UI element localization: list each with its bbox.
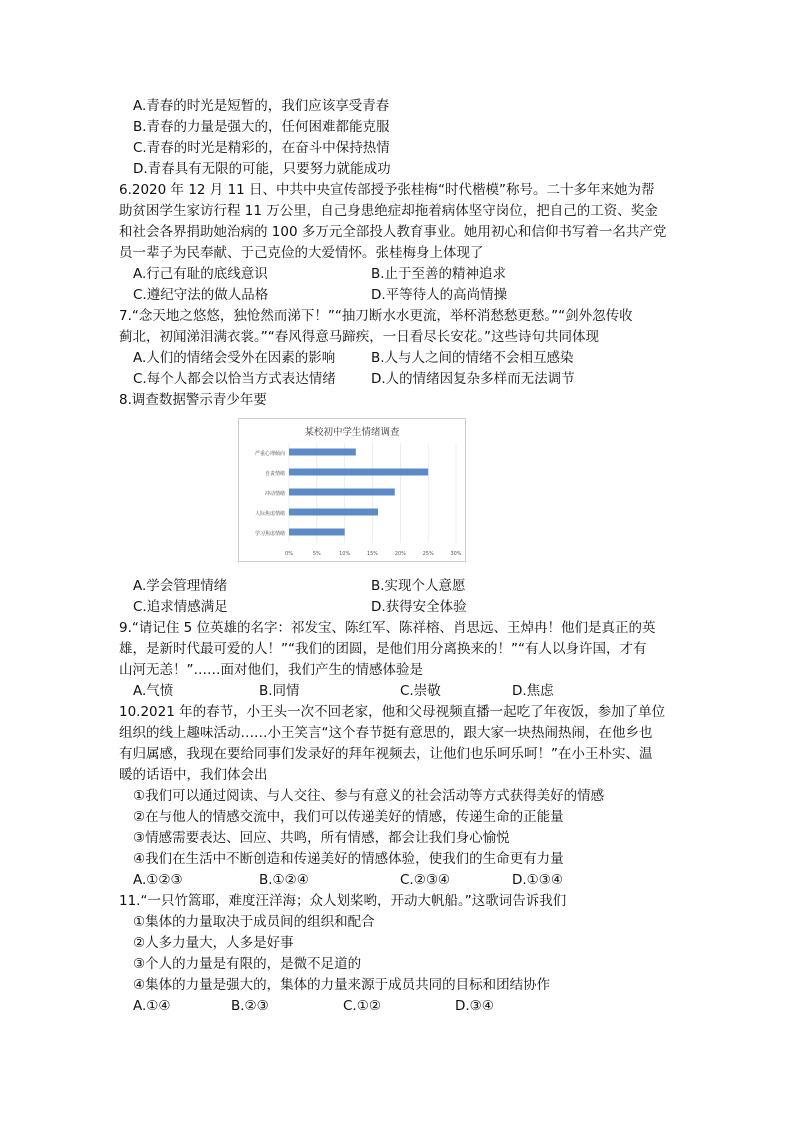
q10-option-a: A.①②③	[133, 872, 183, 888]
q6-stem-line: 助贫困学生家访行程 11 万公里，自己身患绝症却拖着病体坚守岗位，把自己的工资、奖金	[119, 203, 658, 219]
q10-statement-2: ②在与他人的情感交流中，我们可以传递美好的情感，传递生命的正能量	[133, 809, 564, 825]
q10-stem-line: 暖的话语中，我们体会出	[119, 767, 268, 783]
x-tick-label: 15%	[366, 551, 379, 557]
q10-statement-4: ④我们在生活中不断创造和传递美好的情感体验，使我们的生命更有力量	[133, 851, 564, 867]
q11-option-a: A.①④	[133, 998, 171, 1014]
q6-option-a: A.行己有耻的底线意识	[133, 266, 268, 282]
category-label: 冲动情绪	[264, 491, 285, 497]
x-tick-label: 20%	[394, 551, 406, 557]
q11-stem-line: 11.“一只竹篙耶，难度汪洋海；众人划桨哟，开动大帆船。”这歌词告诉我们	[119, 893, 567, 909]
q9-option-a: A.气愤	[133, 683, 174, 699]
q11-option-b: B.②③	[231, 998, 269, 1014]
q11-statement-4: ④集体的力量是强大的，集体的力量来源于成员共同的目标和团结协作	[133, 977, 551, 993]
bar	[289, 469, 428, 476]
q7-option-a: A.人们的情绪会受外在因素的影响	[133, 350, 336, 366]
q10-option-c: C.②③④	[400, 872, 451, 888]
q8-option-c: C.追求情感满足	[133, 599, 228, 615]
category-label: 严重心理倾向	[254, 451, 285, 457]
category-label: 自责情绪	[264, 471, 285, 477]
q6-option-d: D.平等待人的高尚情操	[371, 287, 508, 303]
q8-stem-line: 8.调查数据警示青少年要	[119, 392, 267, 408]
q5-option-b: B.青春的力量是强大的，任何困难都能克服	[133, 119, 390, 135]
q10-stem-line: 有归属感，我现在要给同事们发录好的拜年视频去，让他们也乐呵乐呵！”在小王朴实、温	[119, 746, 653, 762]
x-tick-label: 10%	[339, 551, 351, 557]
q6-option-b: B.止于至善的精神追求	[371, 266, 507, 282]
q8-option-d: D.获得安全体验	[371, 599, 467, 615]
q9-stem-line: 山河无恙！”……面对他们，我们产生的情感体验是	[119, 662, 423, 678]
q11-option-d: D.③④	[455, 998, 494, 1014]
q11-statement-1: ①集体的力量取决于成员间的组织和配合	[133, 914, 375, 930]
bar	[289, 489, 395, 496]
q5-option-c: C.青春的时光是精彩的，在奋斗中保持热情	[133, 140, 390, 156]
q11-option-c: C.①②	[343, 998, 381, 1014]
q8-option-b: B.实现个人意愿	[371, 578, 466, 594]
q6-stem-line: 6.2020 年 12 月 11 日、中共中央宣传部授予张桂梅“时代楷模”称号。二十多年来她为帮	[119, 182, 655, 198]
q10-option-d: D.①③④	[512, 872, 563, 888]
bar	[289, 529, 345, 536]
q11-statement-3: ③个人的力量是有限的，是微不足道的	[133, 956, 362, 972]
q10-stem-line: 组织的线上趣味活动……小王笑言“这个春节挺有意思的，跟大家一块热闹热闹，在他乡也	[119, 725, 653, 741]
q7-stem-line: 蓟北，初闻涕泪满衣裳。”“春风得意马蹄疾，一日看尽长安花。”这些诗句共同体现	[119, 329, 599, 345]
q11-statement-2: ②人多力量大，人多是好事	[133, 935, 294, 951]
category-label: 人际焦虑情绪	[254, 511, 285, 517]
q10-statement-3: ③情感需要表达、回应、共鸣，所有情感，都会让我们身心愉悦	[133, 830, 510, 846]
q6-option-c: C.遵纪守法的做人品格	[133, 287, 269, 303]
q6-stem-line: 和社会各界捐助她治病的 100 多万元全部投人教育事业。她用初心和信仰书写着一名共产党	[119, 224, 667, 240]
q7-option-d: D.人的情绪因复杂多样而无法调节	[371, 371, 575, 387]
q5-option-d: D.青春具有无限的可能，只要努力就能成功	[133, 161, 391, 177]
emotion-survey-chart	[238, 418, 466, 562]
chart-title: 某校初中学生情绪调查	[304, 427, 400, 438]
q9-option-b: B.同情	[259, 683, 300, 699]
q9-option-c: C.崇敬	[400, 683, 441, 699]
bar-chart-svg	[239, 419, 465, 561]
category-label: 学习焦虑情绪	[254, 531, 285, 537]
q7-option-b: B.人与人之间的情绪不会相互感染	[371, 350, 574, 366]
q10-stem-line: 10.2021 年的春节，小王头一次不回老家，他和父母视频直播一起吃了年夜饭，参加了单位	[119, 704, 666, 720]
q7-stem-line: 7.“念天地之悠悠，独怆然而涕下！”“抽刀断水水更流，举杯消愁愁更愁。”“剑外忽传收	[119, 308, 633, 324]
bar	[289, 509, 378, 516]
q9-stem-line: 9.“请记住 5 位英雄的名字：祁发宝、陈红军、陈祥榕、肖思远、王焯冉！他们是真正的英	[119, 620, 656, 636]
x-tick-label: 0%	[285, 551, 293, 557]
q6-stem-line: 员一辈子为民奉献、于己克俭的大爱情怀。张桂梅身上体现了	[119, 245, 484, 261]
bar	[289, 449, 356, 456]
q9-stem-line: 雄，是新时代最可爱的人！”“我们的团圆，是他们用分离换来的！”“有人以身许国，才有	[119, 641, 647, 657]
q9-option-d: D.焦虑	[512, 683, 554, 699]
q5-option-a: A.青春的时光是短暂的，我们应该享受青春	[133, 98, 390, 114]
q10-statement-1: ①我们可以通过阅读、与人交往、参与有意义的社会活动等方式获得美好的情感	[133, 788, 605, 804]
q7-option-c: C.每个人都会以恰当方式表达情绪	[133, 371, 336, 387]
x-tick-label: 5%	[312, 551, 321, 557]
x-tick-label: 30%	[450, 551, 462, 557]
q8-option-a: A.学会管理情绪	[133, 578, 228, 594]
q10-option-b: B.①②④	[259, 872, 309, 888]
x-tick-label: 25%	[422, 551, 434, 557]
